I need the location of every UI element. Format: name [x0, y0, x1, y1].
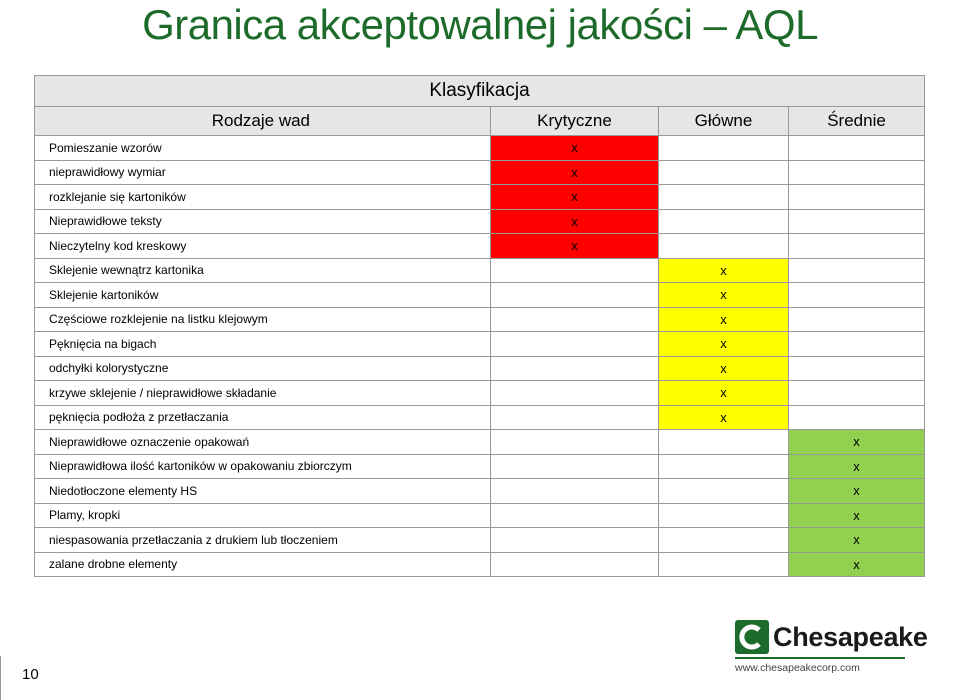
aql-classification-table [34, 75, 925, 577]
mark-critical: x [491, 234, 659, 259]
mark-critical: x [491, 136, 659, 161]
header-major: Główne [659, 107, 789, 136]
defect-label: zalane drobne elementy [35, 552, 491, 577]
header-critical: Krytyczne [491, 107, 659, 136]
mark-critical: x [491, 209, 659, 234]
table-row [35, 185, 925, 210]
mark-minor: x [789, 503, 925, 528]
defect-label: Niedotłoczone elementy HS [35, 479, 491, 504]
empty-cell-critical [491, 356, 659, 381]
mark-major: x [659, 307, 789, 332]
mark-major: x [659, 381, 789, 406]
defect-label: Nieprawidłowe teksty [35, 209, 491, 234]
empty-cell-minor [789, 356, 925, 381]
table-row [35, 528, 925, 553]
empty-cell-minor [789, 307, 925, 332]
empty-cell-critical [491, 283, 659, 308]
table-row [35, 283, 925, 308]
empty-cell-minor [789, 185, 925, 210]
mark-critical: x [491, 185, 659, 210]
empty-cell-minor [789, 381, 925, 406]
defect-label: Pęknięcia na bigach [35, 332, 491, 357]
empty-cell-minor [789, 234, 925, 259]
defect-label: niespasowania przetłaczania z drukiem lub tłoczeniem [35, 528, 491, 553]
table-row [35, 160, 925, 185]
empty-cell-critical [491, 454, 659, 479]
empty-cell-minor [789, 258, 925, 283]
defect-label: Sklejenie kartoników [35, 283, 491, 308]
empty-cell-critical [491, 405, 659, 430]
empty-cell-critical [491, 381, 659, 406]
empty-cell-major [659, 430, 789, 455]
defect-label: krzywe sklejenie / nieprawidłowe składanie [35, 381, 491, 406]
empty-cell-major [659, 234, 789, 259]
empty-cell-minor [789, 136, 925, 161]
empty-cell-major [659, 503, 789, 528]
table-row [35, 234, 925, 259]
empty-cell-major [659, 528, 789, 553]
logo-url: www.chesapeakecorp.com [735, 662, 860, 674]
mark-minor: x [789, 430, 925, 455]
mark-minor: x [789, 454, 925, 479]
defect-label: Plamy, kropki [35, 503, 491, 528]
defect-label: odchyłki kolorystyczne [35, 356, 491, 381]
table-row [35, 332, 925, 357]
table-row [35, 356, 925, 381]
empty-cell-major [659, 552, 789, 577]
table-row [35, 209, 925, 234]
table-row [35, 405, 925, 430]
table-row [35, 136, 925, 161]
table-row [35, 430, 925, 455]
logo-underline [735, 657, 905, 659]
defect-label: nieprawidłowy wymiar [35, 160, 491, 185]
empty-cell-critical [491, 552, 659, 577]
logo-wordmark: Chesapeake [773, 622, 928, 652]
empty-cell-major [659, 479, 789, 504]
mark-major: x [659, 356, 789, 381]
page-title: Granica akceptowalnej jakości – AQL [142, 1, 818, 48]
empty-cell-critical [491, 528, 659, 553]
empty-cell-critical [491, 430, 659, 455]
empty-cell-major [659, 185, 789, 210]
empty-cell-critical [491, 503, 659, 528]
empty-cell-minor [789, 283, 925, 308]
empty-cell-critical [491, 258, 659, 283]
empty-cell-minor [789, 332, 925, 357]
header-minor: Średnie [789, 107, 925, 136]
defect-label: Pomieszanie wzorów [35, 136, 491, 161]
chesapeake-logo-icon [735, 620, 769, 654]
empty-cell-minor [789, 405, 925, 430]
table-row [35, 552, 925, 577]
company-logo [735, 620, 935, 682]
table-row [35, 454, 925, 479]
mark-minor: x [789, 479, 925, 504]
defect-label: Nieprawidłowe oznaczenie opakowań [35, 430, 491, 455]
empty-cell-critical [491, 332, 659, 357]
mark-major: x [659, 283, 789, 308]
empty-cell-minor [789, 160, 925, 185]
header-classification: Klasyfikacja [35, 76, 925, 107]
mark-minor: x [789, 528, 925, 553]
mark-critical: x [491, 160, 659, 185]
table-row [35, 258, 925, 283]
header-row-columns [35, 107, 925, 136]
page-number: 10 [22, 666, 39, 683]
defect-label: Nieprawidłowa ilość kartoników w opakowaniu zbiorczym [35, 454, 491, 479]
table-row [35, 307, 925, 332]
empty-cell-major [659, 454, 789, 479]
defect-label: Sklejenie wewnątrz kartonika [35, 258, 491, 283]
empty-cell-major [659, 136, 789, 161]
defect-label: pęknięcia podłoża z przetłaczania [35, 405, 491, 430]
mark-minor: x [789, 552, 925, 577]
table-row [35, 479, 925, 504]
divider [0, 656, 1, 700]
mark-major: x [659, 258, 789, 283]
header-row-classification [35, 76, 925, 107]
empty-cell-minor [789, 209, 925, 234]
empty-cell-major [659, 209, 789, 234]
mark-major: x [659, 332, 789, 357]
defect-label: Częściowe rozklejenie na listku klejowym [35, 307, 491, 332]
empty-cell-major [659, 160, 789, 185]
table-row [35, 503, 925, 528]
table-row [35, 381, 925, 406]
empty-cell-critical [491, 479, 659, 504]
defect-label: Nieczytelny kod kreskowy [35, 234, 491, 259]
header-defect-types: Rodzaje wad [35, 107, 491, 136]
defect-label: rozklejanie się kartoników [35, 185, 491, 210]
empty-cell-critical [491, 307, 659, 332]
mark-major: x [659, 405, 789, 430]
